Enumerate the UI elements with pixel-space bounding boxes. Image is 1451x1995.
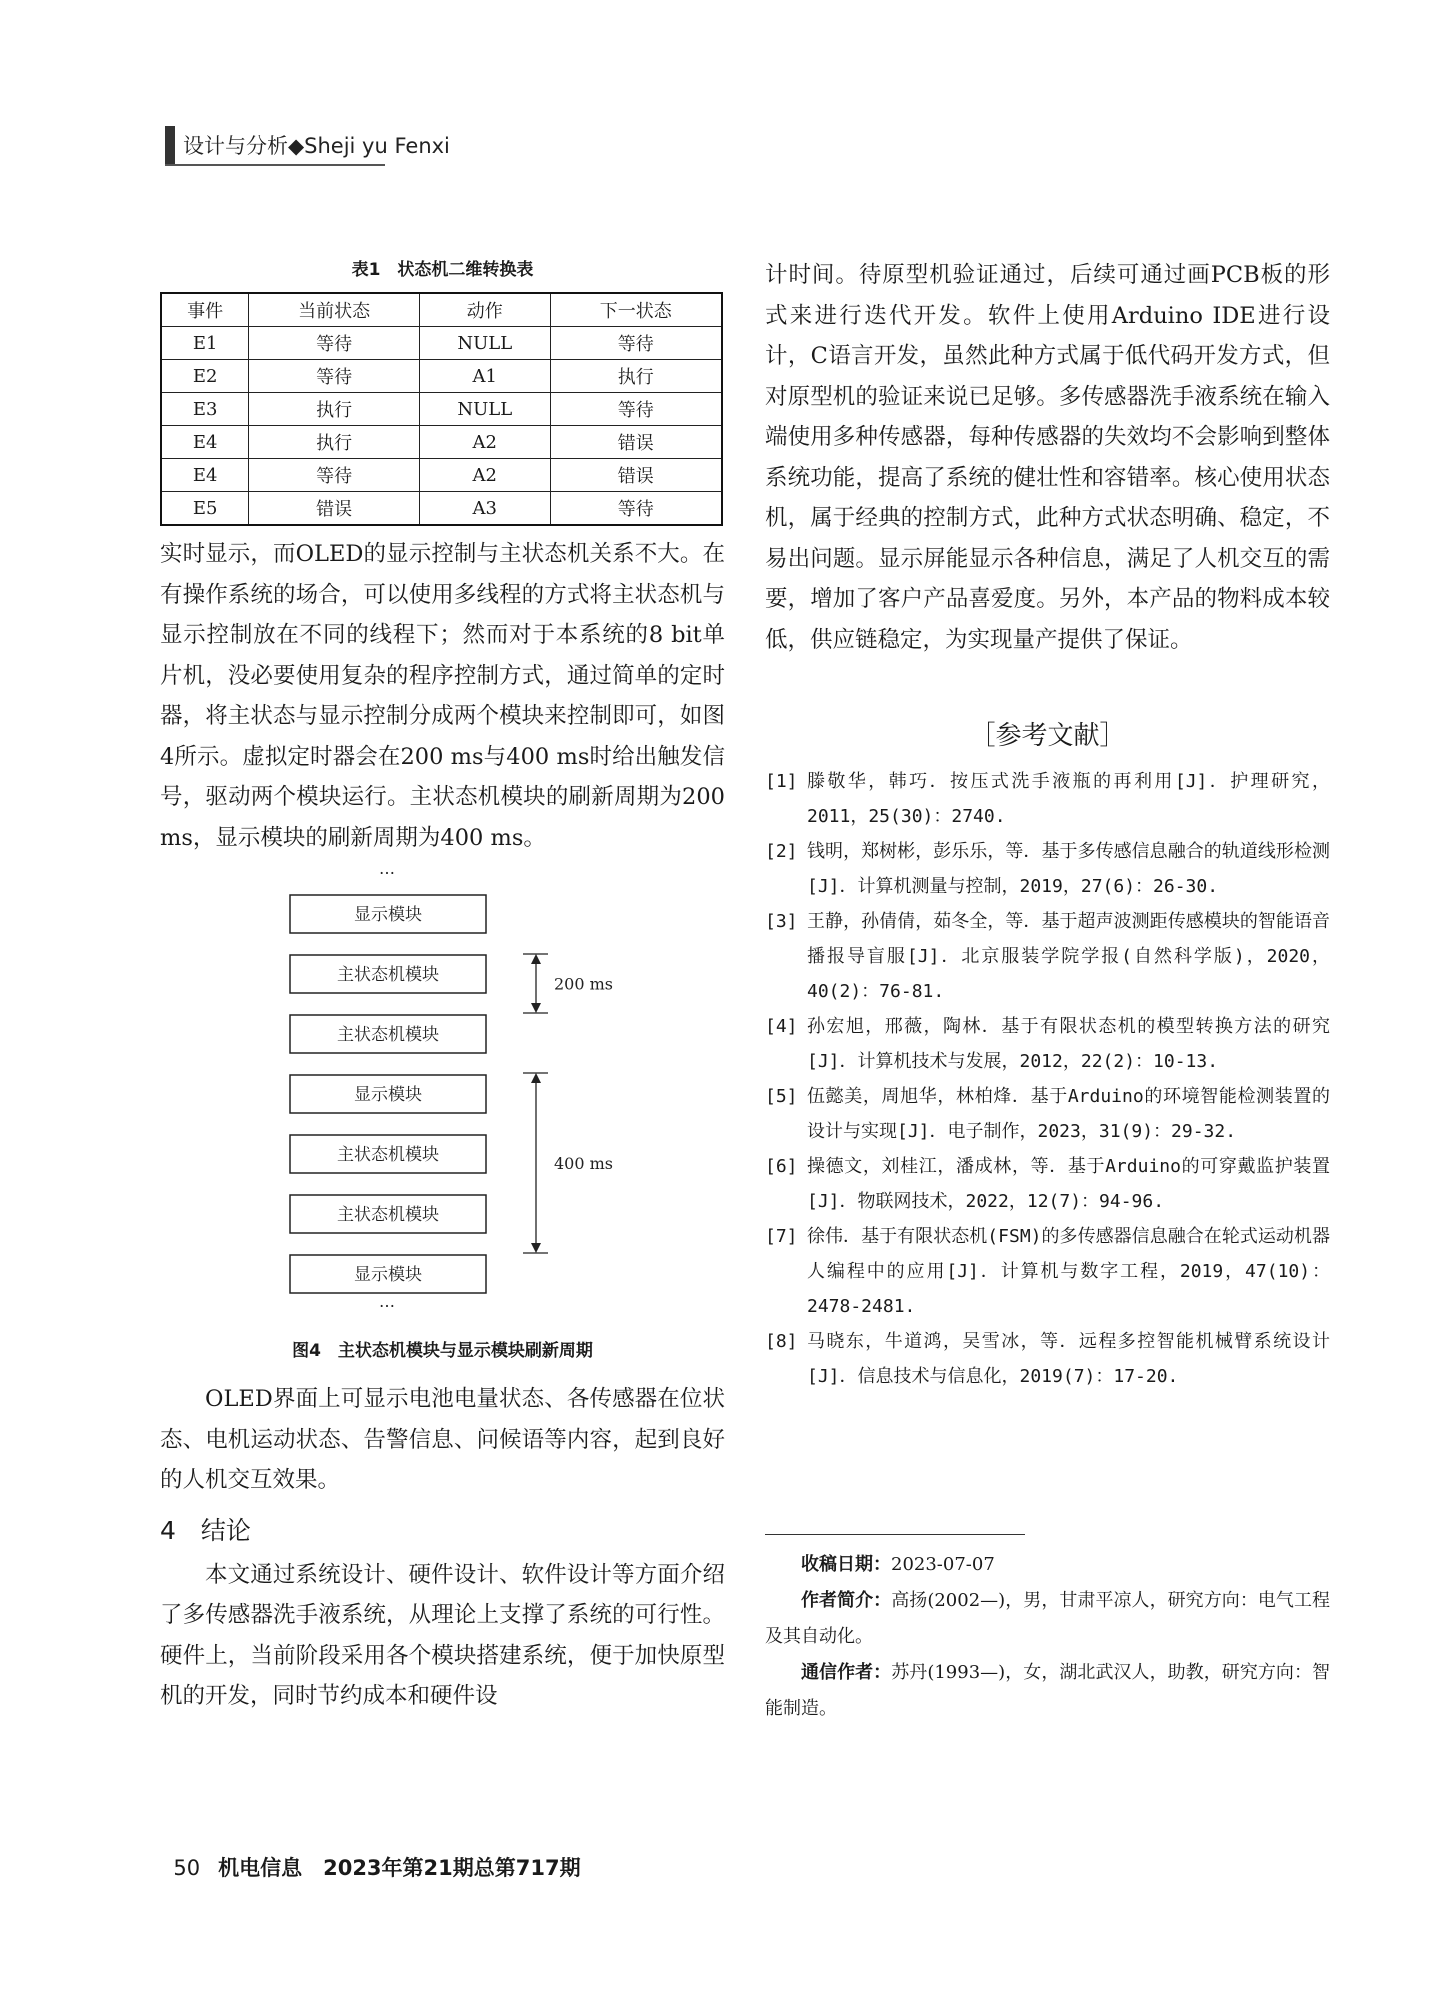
left-paragraph-1: 实时显示，而OLED的显示控制与主状态机关系不大。在有操作系统的场合，可以使用多线程的方式将主状态机与显示控制放在不同的线程下；然而对于本系统的8 bit单片机，没必要使用复杂的程序控制方式，通过简单的定时器，将主状态与显示控制分成两个模块来控制即可，如图4所示。虚拟定时器会在200 ms与400 ms时给出触发信号，驱动两个模块运行。主状态机模块的刷新周期为200 ms，显示模块的刷新周期为400 ms。 <box>160 541 725 851</box>
table-cell: 等待 <box>249 360 420 393</box>
bracket-200ms-label: 200 ms <box>554 974 614 994</box>
reference-text: 马晓东，牛道鸿，吴雪冰，等．远程多控智能机械臂系统设计[J]．信息技术与信息化，2019(7)：17-20. <box>807 1331 1330 1387</box>
header-rule <box>165 164 385 166</box>
table-row <box>161 426 722 459</box>
reference-number: [8] <box>765 1331 798 1352</box>
reference-number: [5] <box>765 1086 798 1107</box>
table-cell: 执行 <box>249 393 420 426</box>
received-value: 2023-07-07 <box>891 1554 995 1575</box>
module-block-label: 主状态机模块 <box>337 1025 439 1045</box>
reference-text: 钱明，郑树彬，彭乐乐，等．基于多传感信息融合的轨道线形检测[J]．计算机测量与控制，2019，27(6)：26-30. <box>807 841 1330 897</box>
header-text: 设计与分析◆Sheji yu Fenxi <box>183 134 450 158</box>
table-cell: 错误 <box>249 492 420 526</box>
table-header-row <box>161 293 722 327</box>
reference-number: [7] <box>765 1226 798 1247</box>
ellipsis-bottom: … <box>379 1292 395 1311</box>
table-cell: E3 <box>161 393 249 426</box>
refresh-period-diagram <box>160 862 725 1332</box>
received-label: 收稿日期： <box>801 1554 891 1575</box>
right-column <box>765 255 1330 1727</box>
section-title: 4 结论 <box>160 1515 251 1545</box>
bracket-400ms-label: 400 ms <box>554 1154 614 1173</box>
corresponding-author <box>765 1655 1330 1727</box>
table-header-cell: 事件 <box>161 293 249 327</box>
table-caption: 表1 状态机二维转换表 <box>351 260 534 280</box>
table-cell: 错误 <box>550 426 722 459</box>
module-block-label: 主状态机模块 <box>337 1145 439 1165</box>
module-block-label: 显示模块 <box>354 1265 422 1285</box>
references-title: ［参考文献］ <box>969 721 1126 751</box>
reference-text: 滕敬华，韩巧．按压式洗手液瓶的再利用[J]．护理研究，2011，25(30)：2740. <box>807 771 1330 827</box>
reference-item <box>765 1219 1330 1324</box>
table-row <box>161 327 722 360</box>
table-cell: E4 <box>161 459 249 492</box>
references-list <box>765 764 1330 1394</box>
bracket-200ms-arrow-down <box>531 1003 541 1013</box>
table-row <box>161 459 722 492</box>
table-cell: 等待 <box>249 459 420 492</box>
header-bar <box>165 126 175 164</box>
module-block-label: 主状态机模块 <box>337 1205 439 1225</box>
table-cell: E2 <box>161 360 249 393</box>
table-header-cell: 动作 <box>419 293 550 327</box>
right-paragraph-1: 计时间。待原型机验证通过，后续可通过画PCB板的形式来进行迭代开发。软件上使用Arduino IDE进行设计，C语言开发，虽然此种方式属于低代码开发方式，但对原型机的验证来说已足够。多传感器洗手液系统在输入端使用多种传感器，每种传感器的失效均不会影响到整体系统功能，提高了系统的健壮性和容错率。核心使用状态机，属于经典的控制方式，此种方式状态明确、稳定，不易出问题。显示屏能显示各种信息，满足了人机交互的需要，增加了客户产品喜爱度。另外，本产品的物料成本较低，供应链稳定，为实现量产提供了保证。 <box>765 262 1330 653</box>
reference-number: [4] <box>765 1016 798 1037</box>
table-cell: E4 <box>161 426 249 459</box>
table-cell: A1 <box>419 360 550 393</box>
running-header <box>165 126 450 164</box>
figure-caption: 图4 主状态机模块与显示模块刷新周期 <box>292 1341 593 1361</box>
module-block-label: 显示模块 <box>354 1085 422 1105</box>
corr-label: 通信作者： <box>801 1662 892 1683</box>
state-transition-table <box>160 292 723 526</box>
page-footer <box>160 1828 581 1882</box>
reference-text: 操德文，刘桂江，潘成林，等．基于Arduino的可穿戴监护装置[J]．物联网技术，2022，12(7)：94-96. <box>807 1156 1330 1212</box>
left-paragraph-3: 本文通过系统设计、硬件设计、软件设计等方面介绍了多传感器洗手液系统，从理论上支撑了系统的可行性。硬件上，当前阶段采用各个模块搭建系统，便于加快原型机的开发，同时节约成本和硬件设 <box>160 1561 725 1709</box>
table-cell: E5 <box>161 492 249 526</box>
received-date <box>765 1547 1330 1583</box>
table-cell: 执行 <box>550 360 722 393</box>
module-block-label: 显示模块 <box>354 905 422 925</box>
table-row <box>161 492 722 526</box>
reference-item <box>765 1009 1330 1079</box>
corr-value: 苏丹(1993—)，女，湖北武汉人，助教，研究方向：智能制造。 <box>765 1662 1330 1719</box>
table-cell: 等待 <box>550 393 722 426</box>
journal-info: 机电信息 2023年第21期总第717期 <box>218 1856 581 1880</box>
reference-item <box>765 1079 1330 1149</box>
table-row <box>161 393 722 426</box>
reference-text: 伍懿美，周旭华，林柏烽．基于Arduino的环境智能检测装置的设计与实现[J]．电子制作，2023，31(9)：29-32. <box>807 1086 1330 1142</box>
author-label: 作者简介： <box>801 1590 892 1611</box>
diagram-svg <box>160 862 725 1332</box>
reference-text: 王静，孙倩倩，茹冬全，等．基于超声波测距传感模块的智能语音播报导盲服[J]．北京服装学院学报(自然科学版)，2020，40(2)：76-81. <box>807 911 1330 1002</box>
bracket-400ms-arrow-up <box>531 1073 541 1083</box>
footnote-rule <box>765 1534 1025 1535</box>
reference-number: [6] <box>765 1156 798 1177</box>
table-header-cell: 当前状态 <box>249 293 420 327</box>
bracket-200ms-arrow-up <box>531 954 541 964</box>
table-cell: 等待 <box>550 492 722 526</box>
ellipsis-top: … <box>379 862 395 878</box>
table-cell: A2 <box>419 426 550 459</box>
table-header-cell: 下一状态 <box>550 293 722 327</box>
reference-number: [1] <box>765 771 798 792</box>
reference-number: [2] <box>765 841 798 862</box>
table-row <box>161 360 722 393</box>
author-value: 高扬(2002—)，男，甘肃平凉人，研究方向：电气工程及其自动化。 <box>765 1590 1330 1647</box>
table-cell: 执行 <box>249 426 420 459</box>
table-cell: 错误 <box>550 459 722 492</box>
reference-text: 徐伟．基于有限状态机(FSM)的多传感器信息融合在轮式运动机器人编程中的应用[J]．计算机与数字工程，2019，47(10)：2478-2481. <box>807 1226 1330 1317</box>
table-cell: 等待 <box>249 327 420 360</box>
table-cell: NULL <box>419 327 550 360</box>
table-cell: E1 <box>161 327 249 360</box>
page-number: 50 <box>173 1856 201 1880</box>
table-cell: A2 <box>419 459 550 492</box>
table-cell: NULL <box>419 393 550 426</box>
reference-item <box>765 834 1330 904</box>
reference-text: 孙宏旭，邢薇，陶林．基于有限状态机的模型转换方法的研究[J]．计算机技术与发展，2012，22(2)：10-13. <box>807 1016 1330 1072</box>
left-paragraph-2: OLED界面上可显示电池电量状态、各传感器在位状态、电机运动状态、告警信息、问候语等内容，起到良好的人机交互效果。 <box>160 1386 725 1493</box>
table-cell: 等待 <box>550 327 722 360</box>
reference-number: [3] <box>765 911 798 932</box>
table-cell: A3 <box>419 492 550 526</box>
reference-item <box>765 1149 1330 1219</box>
left-column <box>160 255 725 1717</box>
reference-item <box>765 904 1330 1009</box>
module-block-label: 主状态机模块 <box>337 965 439 985</box>
reference-item <box>765 764 1330 834</box>
author-bio <box>765 1583 1330 1655</box>
bracket-400ms-arrow-down <box>531 1243 541 1253</box>
reference-item <box>765 1324 1330 1394</box>
